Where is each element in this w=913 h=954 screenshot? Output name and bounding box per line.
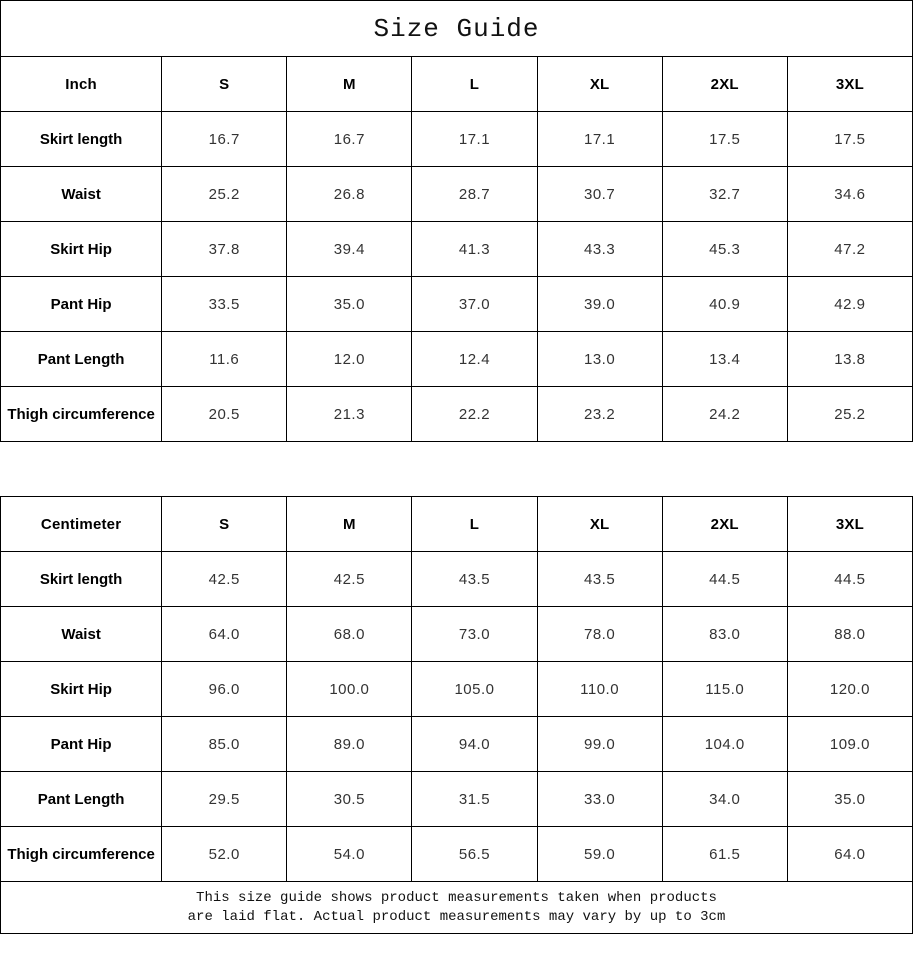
inch-header-row xyxy=(1,57,913,112)
size-value-cell: 94.0 xyxy=(412,717,537,772)
size-value-cell: 45.3 xyxy=(662,222,787,277)
unit-header-centimeter: Centimeter xyxy=(1,497,162,552)
table-row xyxy=(1,112,913,167)
row-label-pant-hip: Pant Hip xyxy=(1,277,162,332)
size-value-cell: 105.0 xyxy=(412,662,537,717)
size-value-cell: 88.0 xyxy=(787,607,912,662)
row-label-skirt-hip: Skirt Hip xyxy=(1,662,162,717)
table-row xyxy=(1,332,913,387)
size-value-cell: 39.0 xyxy=(537,277,662,332)
size-value-cell: 37.0 xyxy=(412,277,537,332)
size-value-cell: 23.2 xyxy=(537,387,662,442)
cm-size-table xyxy=(0,496,913,934)
size-value-cell: 39.4 xyxy=(287,222,412,277)
table-row xyxy=(1,167,913,222)
column-header-2xl: 2XL xyxy=(662,497,787,552)
row-label-skirt-length: Skirt length xyxy=(1,552,162,607)
size-value-cell: 42.9 xyxy=(787,277,912,332)
size-value-cell: 64.0 xyxy=(162,607,287,662)
table-row xyxy=(1,552,913,607)
size-value-cell: 13.0 xyxy=(537,332,662,387)
footer-row xyxy=(1,882,913,934)
table-row xyxy=(1,387,913,442)
row-label-thigh-circumference: Thigh circumference xyxy=(1,827,162,882)
column-header-2xl: 2XL xyxy=(662,57,787,112)
column-header-xl: XL xyxy=(537,57,662,112)
measurement-note xyxy=(1,882,913,934)
size-value-cell: 26.8 xyxy=(287,167,412,222)
page-title: Size Guide xyxy=(1,1,913,57)
size-value-cell: 16.7 xyxy=(162,112,287,167)
unit-header-inch: Inch xyxy=(1,57,162,112)
size-value-cell: 17.1 xyxy=(537,112,662,167)
size-value-cell: 61.5 xyxy=(662,827,787,882)
column-header-3xl: 3XL xyxy=(787,57,912,112)
inch-size-table xyxy=(0,0,913,442)
size-value-cell: 24.2 xyxy=(662,387,787,442)
column-header-s: S xyxy=(162,497,287,552)
size-value-cell: 120.0 xyxy=(787,662,912,717)
size-value-cell: 30.5 xyxy=(287,772,412,827)
column-header-m: M xyxy=(287,497,412,552)
table-row xyxy=(1,827,913,882)
column-header-l: L xyxy=(412,57,537,112)
size-value-cell: 59.0 xyxy=(537,827,662,882)
size-value-cell: 104.0 xyxy=(662,717,787,772)
size-value-cell: 29.5 xyxy=(162,772,287,827)
measurement-note-line-2: are laid flat. Actual product measurements may vary by up to 3cm xyxy=(187,908,726,925)
row-label-pant-hip: Pant Hip xyxy=(1,717,162,772)
measurement-note-line-1: This size guide shows product measurements taken when products xyxy=(196,889,717,906)
size-value-cell: 37.8 xyxy=(162,222,287,277)
table-spacer xyxy=(0,442,913,496)
size-value-cell: 35.0 xyxy=(787,772,912,827)
size-value-cell: 43.5 xyxy=(537,552,662,607)
size-value-cell: 25.2 xyxy=(787,387,912,442)
size-value-cell: 85.0 xyxy=(162,717,287,772)
size-value-cell: 17.5 xyxy=(787,112,912,167)
row-label-skirt-hip: Skirt Hip xyxy=(1,222,162,277)
size-value-cell: 40.9 xyxy=(662,277,787,332)
table-row xyxy=(1,772,913,827)
size-value-cell: 115.0 xyxy=(662,662,787,717)
table-row xyxy=(1,717,913,772)
row-label-waist: Waist xyxy=(1,167,162,222)
size-value-cell: 54.0 xyxy=(287,827,412,882)
size-value-cell: 47.2 xyxy=(787,222,912,277)
size-value-cell: 43.3 xyxy=(537,222,662,277)
size-value-cell: 11.6 xyxy=(162,332,287,387)
column-header-l: L xyxy=(412,497,537,552)
size-value-cell: 33.0 xyxy=(537,772,662,827)
size-value-cell: 25.2 xyxy=(162,167,287,222)
size-value-cell: 52.0 xyxy=(162,827,287,882)
size-value-cell: 21.3 xyxy=(287,387,412,442)
size-value-cell: 110.0 xyxy=(537,662,662,717)
row-label-skirt-length: Skirt length xyxy=(1,112,162,167)
size-value-cell: 89.0 xyxy=(287,717,412,772)
size-value-cell: 20.5 xyxy=(162,387,287,442)
table-row xyxy=(1,607,913,662)
size-value-cell: 44.5 xyxy=(787,552,912,607)
size-value-cell: 22.2 xyxy=(412,387,537,442)
size-value-cell: 33.5 xyxy=(162,277,287,332)
size-value-cell: 42.5 xyxy=(162,552,287,607)
size-value-cell: 12.4 xyxy=(412,332,537,387)
row-label-pant-length: Pant Length xyxy=(1,772,162,827)
size-value-cell: 96.0 xyxy=(162,662,287,717)
size-value-cell: 12.0 xyxy=(287,332,412,387)
size-value-cell: 35.0 xyxy=(287,277,412,332)
column-header-m: M xyxy=(287,57,412,112)
table-row xyxy=(1,662,913,717)
size-value-cell: 68.0 xyxy=(287,607,412,662)
size-value-cell: 56.5 xyxy=(412,827,537,882)
column-header-3xl: 3XL xyxy=(787,497,912,552)
size-value-cell: 13.8 xyxy=(787,332,912,387)
size-value-cell: 42.5 xyxy=(287,552,412,607)
size-value-cell: 16.7 xyxy=(287,112,412,167)
row-label-waist: Waist xyxy=(1,607,162,662)
size-value-cell: 78.0 xyxy=(537,607,662,662)
size-value-cell: 73.0 xyxy=(412,607,537,662)
size-value-cell: 44.5 xyxy=(662,552,787,607)
row-label-pant-length: Pant Length xyxy=(1,332,162,387)
size-value-cell: 30.7 xyxy=(537,167,662,222)
cm-header-row xyxy=(1,497,913,552)
size-value-cell: 32.7 xyxy=(662,167,787,222)
size-value-cell: 17.1 xyxy=(412,112,537,167)
size-value-cell: 100.0 xyxy=(287,662,412,717)
size-value-cell: 28.7 xyxy=(412,167,537,222)
size-value-cell: 31.5 xyxy=(412,772,537,827)
size-value-cell: 13.4 xyxy=(662,332,787,387)
table-row xyxy=(1,222,913,277)
size-value-cell: 41.3 xyxy=(412,222,537,277)
size-value-cell: 83.0 xyxy=(662,607,787,662)
column-header-xl: XL xyxy=(537,497,662,552)
size-value-cell: 34.0 xyxy=(662,772,787,827)
size-value-cell: 43.5 xyxy=(412,552,537,607)
size-value-cell: 64.0 xyxy=(787,827,912,882)
row-label-thigh-circumference: Thigh circumference xyxy=(1,387,162,442)
size-value-cell: 34.6 xyxy=(787,167,912,222)
table-row xyxy=(1,277,913,332)
size-value-cell: 17.5 xyxy=(662,112,787,167)
column-header-s: S xyxy=(162,57,287,112)
title-row xyxy=(1,1,913,57)
size-value-cell: 99.0 xyxy=(537,717,662,772)
size-value-cell: 109.0 xyxy=(787,717,912,772)
